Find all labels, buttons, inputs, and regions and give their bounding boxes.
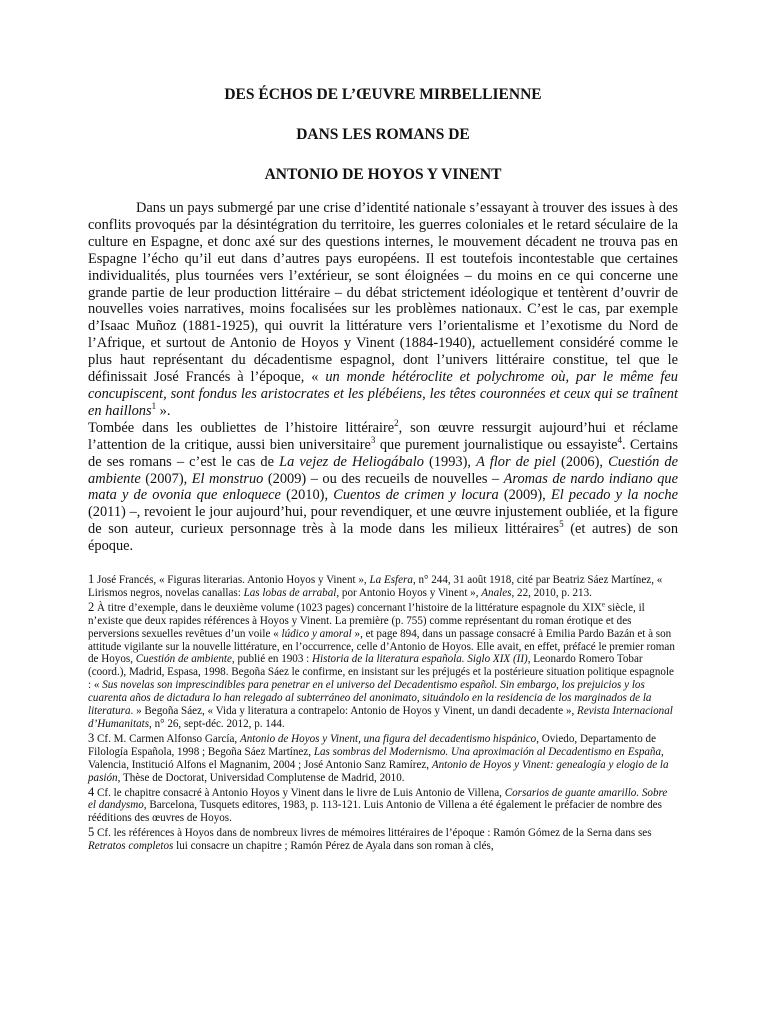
text-run: (2006), — [555, 453, 609, 470]
text-run: que purement journalistique ou essayiste — [375, 436, 618, 453]
work-title: A flor de piel — [476, 453, 556, 470]
work-title: Corsarios de guante amarillo. Sobre el dandysmo — [88, 786, 668, 812]
work-title: Antonio de Hoyos y Vinent, una figura del decadentismo hispánico — [239, 732, 537, 745]
title-line-2: DANS LES ROMANS DE — [296, 126, 470, 143]
footnote-2 — [88, 601, 678, 731]
footnote-5 — [88, 826, 678, 853]
work-title: La vejez de Heliogábalo — [279, 453, 424, 470]
text-run: Cf. les références à Hoyos dans de nombreux livres de mémoires littéraires de l’époque : Ramón Gómez de la Serna dans ses — [94, 827, 652, 840]
text-run: (2009), — [498, 487, 551, 504]
text-run: , 22, 2010, p. 213. — [511, 586, 592, 599]
footnote-number: 5 — [88, 825, 95, 840]
title-line-1: DES ÉCHOS DE L’ŒUVRE MIRBELLIENNE — [224, 86, 542, 103]
text-run: , publié en 1903 : — [231, 653, 313, 666]
text-run: (2009) – ou des recueils de nouvelles – — [263, 470, 504, 487]
text-run: siècle, il n’existe que deux rapides références à Hoyos y Vinent. La première (p. 755) comme représentant du roman érotique et des perversions sexuelles revêtues d’un voile « — [88, 601, 645, 640]
work-title: Antonio de Hoyos y Vinent: genealogía y elogio de la pasión — [88, 758, 669, 784]
footnote-3 — [88, 732, 678, 785]
text-run: , Oviedo, Departamento de Filología Española, 1998 ; Begoña Sáez Martínez, — [88, 732, 657, 758]
text-run: », et page 894, dans un passage consacré à Emilia Pardo Bazán et à son attitude vigilante sur la nouvelle littérature, en l’occurrence, celle d’Antonio de Hoyos. Elle avait, en effet, préfacé le premier roman de Hoyos, — [88, 627, 675, 666]
text-run: , n° 244, 31 août 1918, cité par Beatriz Sáez Martínez, « Lirismos negros, novelas canallas: — [88, 574, 663, 599]
work-title: Las lobas de arrabal — [243, 586, 337, 599]
footnote-number: 1 — [88, 572, 95, 587]
text-run: À titre d’exemple, dans le deuxième volume (1023 pages) concernant l’histoire de la littérature espagnole du XIX — [94, 601, 602, 614]
text-run: José Francés, « Figuras literarias. Antonio Hoyos y Vinent », — [94, 574, 370, 587]
work-title: Aromas de nardo indiano que mata y de ovonia que enloquece — [88, 470, 678, 504]
text-run: . » Begoña Sáez, « Vida y literatura a contrapelo: Antonio de Hoyos y Vinent, un dandi decadente », — [130, 705, 578, 718]
footnote-number: 4 — [88, 784, 95, 799]
paragraph-1 — [88, 200, 678, 420]
work-title: Las sombras del Modernismo. Una aproximación al Decadentismo en España — [313, 745, 662, 758]
work-title: El pecado y la noche — [550, 487, 678, 504]
footnote-ref-1[interactable]: 1 — [151, 401, 157, 412]
work-title: Cuestión de ambiente — [135, 653, 232, 666]
footnote-1 — [88, 573, 678, 600]
footnote-ref-2[interactable]: 2 — [394, 417, 399, 428]
text-run: , por Antonio Hoyos y Vinent », — [336, 586, 482, 599]
text-run: lui consacre un chapitre ; Ramón Pérez de Ayala dans son roman à clés, — [173, 840, 494, 853]
footnote-ref-3[interactable]: 3 — [370, 434, 376, 445]
footnote-ref-4[interactable]: 4 — [617, 434, 622, 445]
text-run: . Certains de ses romans – c’est le cas de — [88, 436, 678, 470]
text-run: (et autres) de son époque. — [88, 521, 679, 555]
paragraph-1-end: ». — [156, 402, 171, 419]
work-title: Retratos completos — [88, 840, 174, 853]
work-title: Revista Internacional d’Humanitats — [88, 705, 673, 730]
text-run: , Thèse de Doctorat, Universidad Complutense de Madrid, 2010. — [117, 771, 405, 784]
text-run: Cf. le chapitre consacré à Antonio Hoyos y Vinent dans le livre de Luis Antonio de Villena, — [94, 786, 505, 799]
paragraph-1-text: Dans un pays submergé par une crise d’identité nationale s’essayant à trouver des issues à des conflits provoqués par la désintégration du territoire, les guerres coloniales et le retard séculaire de la culture en Espagne, et donc axé sur des questions internes, le mouvement décadent ne trouva pas en Espagne l’écho qu’il eut dans d’autres pays européens. Il est toutefois incontestable que certaines individualités, plus tournées vers l’extérieur, se sont éloignées – du moins en ce qui concerne une grande partie de leur production littéraire – du débat strictement idéologique et tentèrent d’ouvrir de nouvelles voies narratives, moins focalisées sur les problèmes nationaux. C’est le cas, par exemple d’Isaac Muñoz (1881-1925), qui ouvrit la littérature vers l’orientalisme et l’exotisme du Nord de l’Afrique, et surtout de Antonio de Hoyos y Vinent (1884-1940), actuellement considéré comme le plus haut représentant du décadentisme espagnol, dont l’univers littéraire constitue, tel que le définissait José Francés à l’époque, « — [88, 200, 678, 386]
work-title: Cuestión de ambiente — [88, 453, 678, 487]
footnote-ref-5[interactable]: 5 — [559, 519, 564, 530]
quotation: Sus novelas son imprescindibles para penetrar en el universo del Decadentismo español. Sin embargo, los prejuicios y los cuarenta años de dictadura lo han relegado al subterráneo del anonimato, situándolo en la residencia de los marginados de la literatura — [88, 679, 652, 718]
quoted-term: lúdico y amoral — [281, 627, 352, 640]
document-page — [88, 86, 678, 854]
text-run: (2010), — [280, 487, 334, 504]
superscript: e — [601, 600, 606, 609]
text-run: Cf. M. Carmen Alfonso García, — [94, 732, 240, 745]
work-title: Anales — [481, 586, 512, 599]
text-run: , Valencia, Institució Alfons el Magnanim, 2004 ; José Antonio Sanz Ramírez, — [88, 745, 664, 771]
footnote-number: 2 — [88, 599, 95, 614]
text-run: (2011) –, revoient le jour aujourd’hui, pour revendiquer, et une œuvre injustement oubliée, et la figure de son auteur, curieux personnage très à la mode dans les milieux littéraires — [88, 504, 678, 538]
work-title: El monstruo — [191, 470, 264, 487]
text-run: , n° 26, sept-déc. 2012, p. 144. — [149, 718, 285, 730]
paragraph-2 — [88, 417, 679, 555]
text-run: Tombée dans les oubliettes de l’histoire littéraire — [88, 419, 395, 436]
text-run: (1993), — [423, 453, 477, 470]
footnotes — [88, 573, 678, 853]
main-text — [88, 200, 678, 555]
text-run: , Leonardo Romero Tobar (coord.), Madrid, Espasa, 1998. Begoña Sáez le confirme, en insistant sur les préjugés et la postérieure situation politique espagnole : « — [88, 653, 674, 692]
text-run: (2007), — [140, 470, 192, 487]
paragraph-1-quote: un monde hétéroclite et polychrome où, par le même feu concupiscent, sont fondus les aristocrates et les plébéiens, les têtes couronnées et ceux qui se traînent en haillons — [88, 369, 678, 419]
footnote-number: 3 — [88, 730, 95, 745]
footnote-4 — [88, 786, 678, 826]
text-run: , son œuvre ressurgit aujourd’hui et réclame l’attention de la critique, aussi bien universitaire — [88, 419, 679, 453]
title-line-3: ANTONIO DE HOYOS Y VINENT — [264, 166, 502, 183]
text-run: , Barcelona, Tusquets editores, 1983, p. 113-121. Luis Antonio de Villena a été également le préfacier de nombre des rééditions des œuvres de Hoyos. — [88, 799, 662, 825]
work-title: Cuentos de crimen y locura — [333, 487, 499, 504]
work-title: Historia de la literatura española. Siglo XIX (II) — [312, 653, 528, 666]
work-title: La Esfera — [369, 574, 413, 587]
